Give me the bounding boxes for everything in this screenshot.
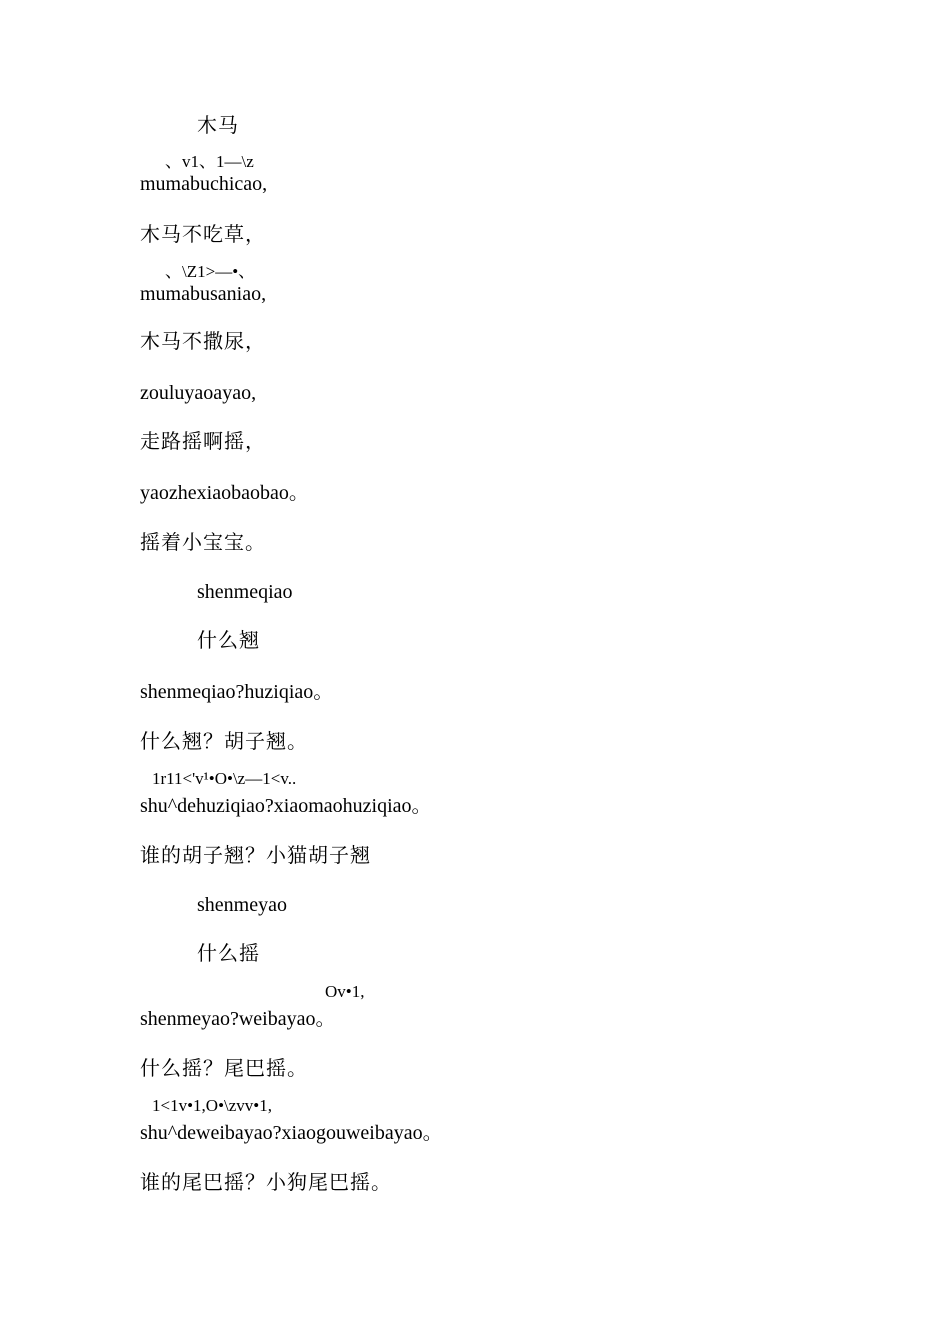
- poem1-hanzi-1: 木马不吃草，: [140, 222, 266, 246]
- poem2-title: 什么翘: [197, 628, 260, 652]
- poem2-ocr-noise-1: 1r11<'v¹•O•\z—1<v..: [152, 769, 297, 788]
- poem1-pinyin-3: zouluyaoayao,: [140, 382, 257, 404]
- poem1-pinyin-1: mumabuchicao,: [140, 173, 268, 195]
- poem1-title: 木马: [197, 113, 239, 137]
- poem3-hanzi-1: 什么摇？尾巴摇。: [140, 1056, 308, 1080]
- poem1-pinyin-2: mumabusaniao,: [140, 283, 267, 305]
- poem2-title-pinyin: shenmeqiao: [197, 581, 293, 603]
- poem2-hanzi-2: 谁的胡子翘？小猫胡子翘: [140, 843, 371, 867]
- poem1-hanzi-4: 摇着小宝宝。: [140, 530, 266, 554]
- poem1-hanzi-3: 走路摇啊摇，: [140, 429, 266, 453]
- poem3-pinyin-2: shu^deweibayao?xiaogouweibayao。: [140, 1122, 443, 1144]
- poem3-ocr-noise-1: Ov•1,: [325, 982, 365, 1001]
- poem2-pinyin-2: shu^dehuziqiao?xiaomaohuziqiao。: [140, 795, 432, 817]
- poem1-hanzi-2: 木马不撒尿，: [140, 329, 266, 353]
- poem3-title-pinyin: shenmeyao: [197, 894, 287, 916]
- poem3-pinyin-1: shenmeyao?weibayao。: [140, 1008, 336, 1030]
- poem3-title: 什么摇: [197, 941, 260, 965]
- poem1-pinyin-4: yaozhexiaobaobao。: [140, 482, 309, 504]
- poem2-hanzi-1: 什么翘？胡子翘。: [140, 729, 308, 753]
- poem2-pinyin-1: shenmeqiao?huziqiao。: [140, 681, 334, 703]
- poem3-hanzi-2: 谁的尾巴摇？小狗尾巴摇。: [140, 1170, 392, 1194]
- poem3-ocr-noise-2: 1<1v•1,O•\zvv•1,: [152, 1096, 272, 1115]
- poem1-ocr-noise-2: 、\Z1>—•、: [165, 262, 256, 281]
- poem1-ocr-noise-1: 、v1、1—\z: [165, 152, 254, 171]
